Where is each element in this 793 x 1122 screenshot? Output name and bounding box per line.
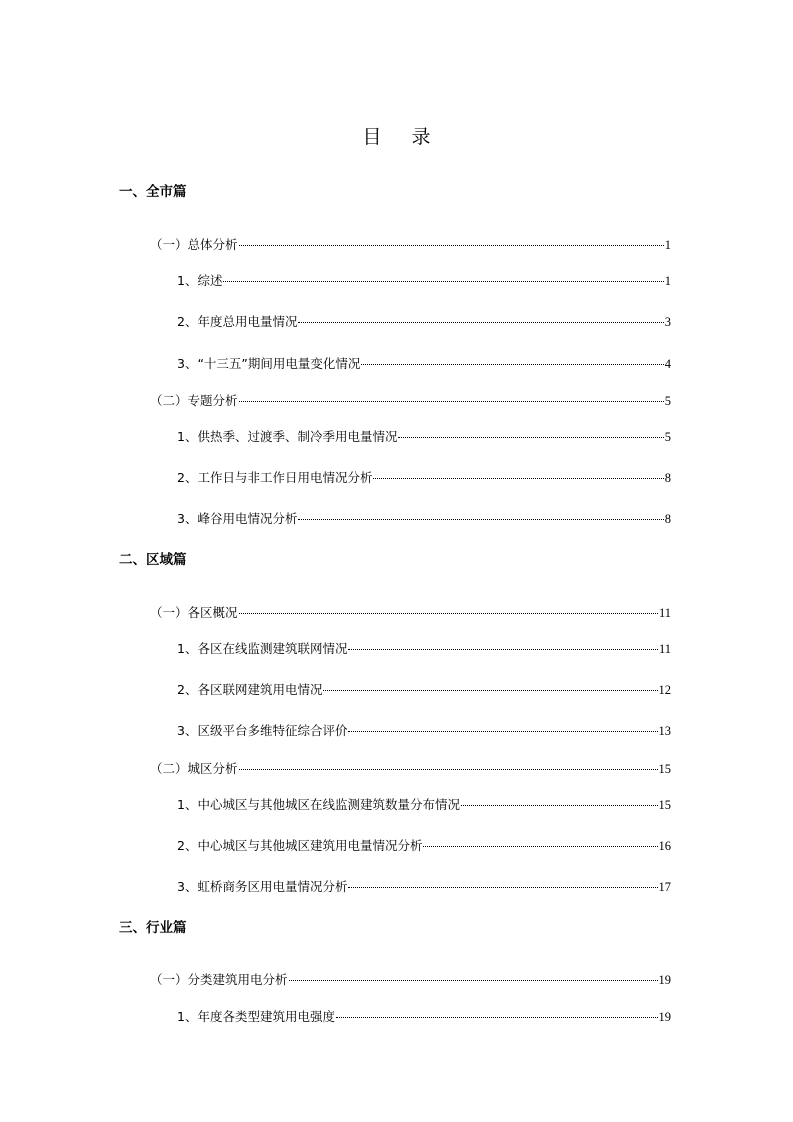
dot-leader [348, 731, 657, 732]
toc-entry[interactable] [177, 469, 671, 487]
dot-leader [298, 519, 663, 520]
toc-page-number: 15 [658, 762, 671, 776]
toc-entry-label: 1、中心城区与其他城区在线监测建筑数量分布情况 [177, 797, 460, 812]
toc-page-number: 8 [664, 512, 671, 526]
dot-leader [348, 649, 657, 650]
toc-page-number: 16 [658, 839, 671, 853]
toc-page-number: 1 [664, 238, 671, 252]
toc-entry-label: 2、工作日与非工作日用电情况分析 [177, 470, 373, 485]
toc-page-number: 4 [664, 357, 671, 371]
toc-entry[interactable] [177, 640, 671, 658]
dot-leader [348, 887, 657, 888]
dot-leader [361, 364, 663, 365]
toc-entry[interactable] [177, 837, 671, 855]
dot-leader [423, 846, 657, 847]
toc-entry-label: 1、综述 [177, 273, 223, 288]
toc-entry[interactable] [150, 604, 671, 622]
toc-page-number: 5 [664, 430, 671, 444]
dot-leader [336, 1017, 658, 1018]
toc-entry-label: 1、各区在线监测建筑联网情况 [177, 641, 348, 656]
toc-page-number: 5 [664, 394, 671, 408]
toc-page-number: 15 [658, 798, 671, 812]
dot-leader [289, 980, 658, 981]
dot-leader [239, 245, 664, 246]
toc-page-number: 19 [658, 973, 671, 987]
part-heading[interactable]: 一、全市篇 [119, 184, 187, 200]
toc-entry[interactable] [150, 392, 671, 410]
dot-leader [298, 322, 663, 323]
toc-entry-label: 3、峰谷用电情况分析 [177, 511, 298, 526]
toc-entry-label: （一）分类建筑用电分析 [150, 972, 288, 987]
toc-entry[interactable] [177, 1008, 671, 1026]
toc-page-number: 11 [658, 642, 671, 656]
part-heading[interactable]: 三、行业篇 [119, 920, 187, 936]
toc-entry[interactable] [177, 878, 671, 896]
toc-page-number: 1 [664, 274, 671, 288]
toc-entry[interactable] [177, 428, 671, 446]
toc-entry[interactable] [177, 355, 671, 373]
toc-entry-label: 1、年度各类型建筑用电强度 [177, 1009, 335, 1024]
toc-page-number: 11 [658, 606, 671, 620]
toc-page-number: 19 [658, 1010, 671, 1024]
toc-entry[interactable] [150, 971, 671, 989]
dot-leader [223, 281, 663, 282]
toc-entry[interactable] [177, 681, 671, 699]
toc-entry-label: （一）总体分析 [150, 237, 238, 252]
toc-page-number: 3 [664, 315, 671, 329]
toc-page-number: 17 [658, 880, 671, 894]
toc-entry-label: 2、年度总用电量情况 [177, 314, 298, 329]
toc-entry[interactable] [177, 510, 671, 528]
toc-entry[interactable] [150, 760, 671, 778]
toc-entry-label: （二）专题分析 [150, 393, 238, 408]
dot-leader [239, 613, 658, 614]
toc-entry-label: 2、中心城区与其他城区建筑用电量情况分析 [177, 838, 423, 853]
toc-entry[interactable] [177, 313, 671, 331]
page-title: 目 录 [362, 126, 443, 148]
toc-entry-label: 1、供热季、过渡季、制冷季用电量情况 [177, 429, 398, 444]
dot-leader [239, 401, 664, 402]
toc-page-number: 12 [658, 683, 671, 697]
dot-leader [323, 690, 657, 691]
toc-entry-label: （二）城区分析 [150, 761, 238, 776]
dot-leader [239, 769, 658, 770]
toc-entry-label: 3、虹桥商务区用电量情况分析 [177, 879, 348, 894]
toc-entry-label: 3、“十三五”期间用电量变化情况 [177, 356, 361, 371]
dot-leader [373, 478, 663, 479]
toc-entry[interactable] [177, 722, 671, 740]
toc-entry-label: 2、各区联网建筑用电情况 [177, 682, 323, 697]
toc-entry-label: 3、区级平台多维特征综合评价 [177, 723, 348, 738]
toc-page-number: 13 [658, 724, 671, 738]
toc-entry-label: （一）各区概况 [150, 605, 238, 620]
dot-leader [461, 805, 658, 806]
toc-entry[interactable] [177, 272, 671, 290]
part-heading[interactable]: 二、区域篇 [119, 552, 187, 568]
toc-entry[interactable] [150, 236, 671, 254]
dot-leader [398, 437, 663, 438]
toc-entry[interactable] [177, 796, 671, 814]
toc-page-number: 8 [664, 471, 671, 485]
